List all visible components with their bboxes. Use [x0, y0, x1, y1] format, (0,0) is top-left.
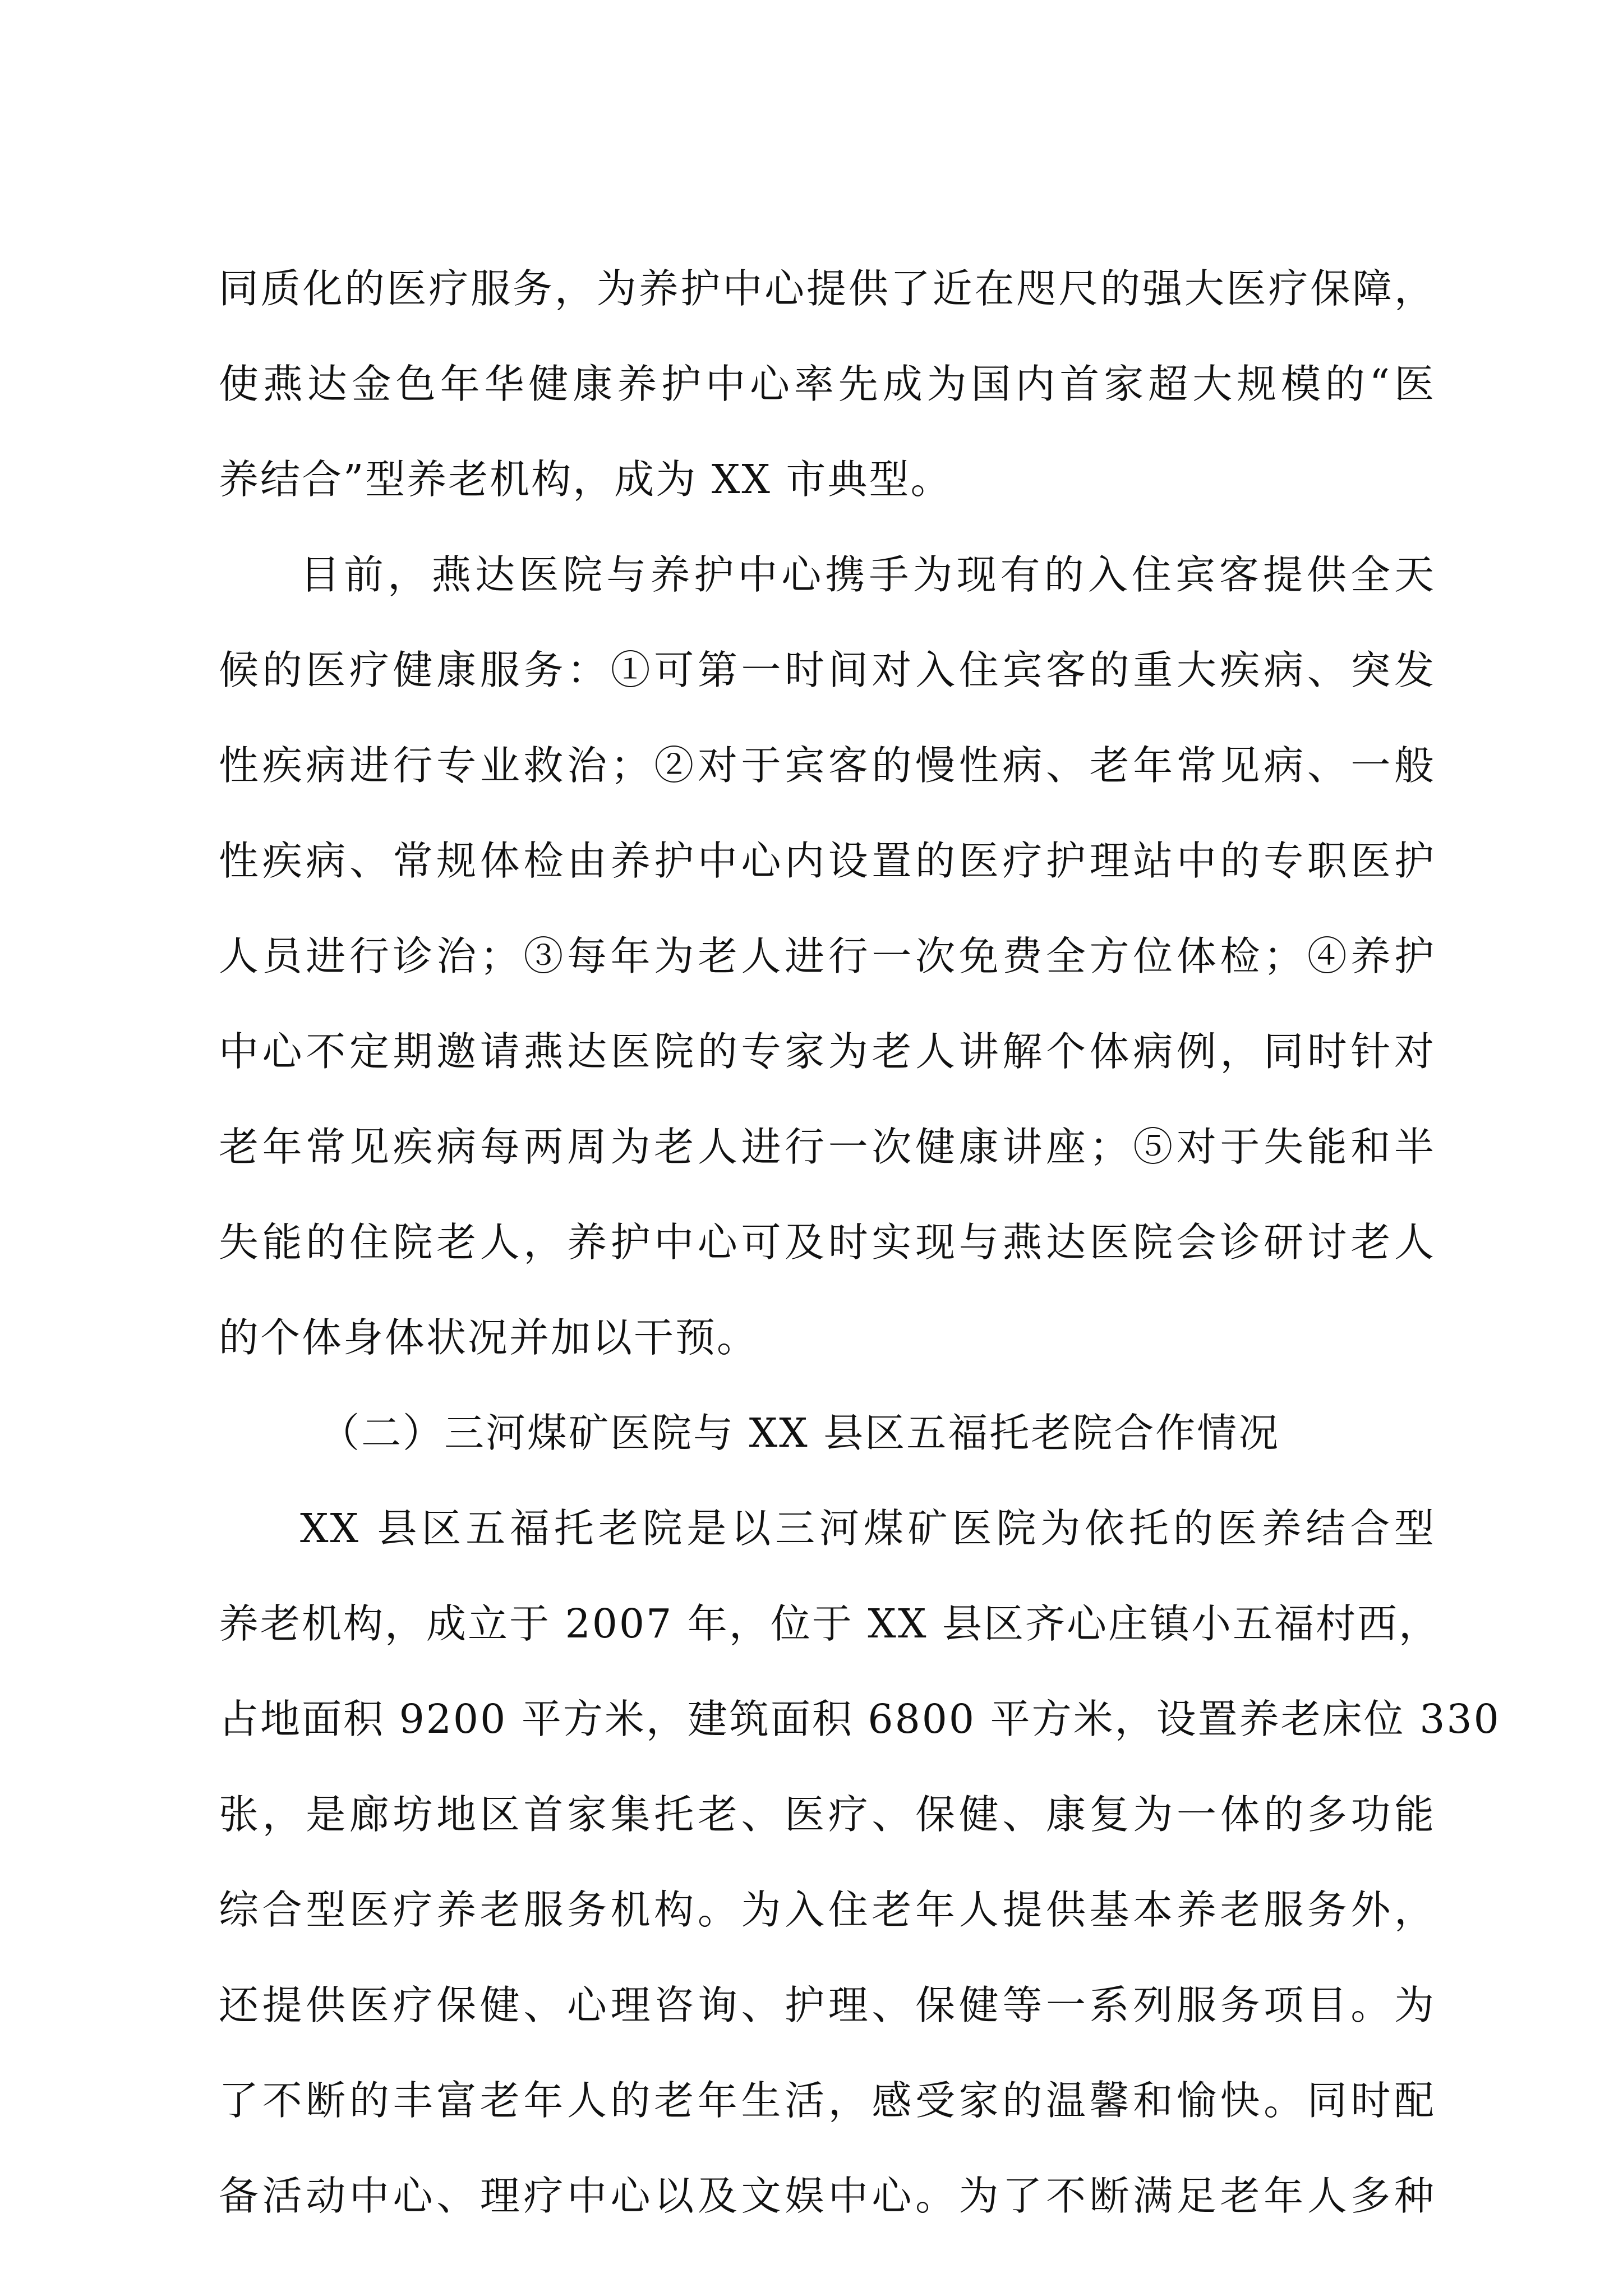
body-text-line: 养老机构，成立于 2007 年，位于 XX 县区齐心庄镇小五福村西，	[219, 1600, 1441, 1647]
body-text-line: 还提供医疗保健、心理咨询、护理、保健等一系列服务项目。为	[219, 1982, 1436, 2028]
body-text-line: 人员进行诊治；③每年为老人进行一次免费全方位体检；④养护	[219, 933, 1436, 979]
body-text-line: 占地面积 9200 平方米，建筑面积 6800 平方米，设置养老床位 330	[219, 1696, 1501, 1742]
body-text-line: 老年常见疾病每两周为老人进行一次健康讲座；⑤对于失能和半	[219, 1124, 1436, 1170]
body-text-line: 性疾病、常规体检由养护中心内设置的医疗护理站中的专职医护	[219, 838, 1436, 884]
body-text-line: 了不断的丰富老年人的老年生活，感受家的温馨和愉快。同时配	[219, 2077, 1436, 2124]
body-text-line: 养结合”型养老机构，成为 XX 市典型。	[219, 456, 952, 503]
body-text-line: 综合型医疗养老服务机构。为入住老年人提供基本养老服务外，	[219, 1887, 1436, 1933]
body-text-line: 失能的住院老人，养护中心可及时实现与燕达医院会诊研讨老人	[219, 1219, 1436, 1266]
body-text-line: 性疾病进行专业救治；②对于宾客的慢性病、老年常见病、一般	[219, 742, 1436, 789]
body-text-line: 中心不定期邀请燕达医院的专家为老人讲解个体病例，同时针对	[219, 1028, 1436, 1075]
body-text-line: 张，是廊坊地区首家集托老、医疗、保健、康复为一体的多功能	[219, 1791, 1436, 1838]
body-text-line: 使燕达金色年华健康养护中心率先成为国内首家超大规模的“医	[219, 361, 1436, 407]
body-text-line: 同质化的医疗服务，为养护中心提供了近在咫尺的强大医疗保障，	[219, 265, 1436, 312]
section-heading: （二）三河煤矿医院与 XX 县区五福托老院合作情况	[320, 1410, 1280, 1456]
body-text-line: 候的医疗健康服务：①可第一时间对入住宾客的重大疾病、突发	[219, 647, 1436, 693]
body-text-line: 备活动中心、理疗中心以及文娱中心。为了不断满足老年人多种	[219, 2173, 1436, 2219]
body-text-line: 目前，燕达医院与养护中心携手为现有的入住宾客提供全天	[300, 551, 1436, 598]
body-text-line: XX 县区五福托老院是以三河煤矿医院为依托的医养结合型	[300, 1505, 1436, 1552]
body-text-line: 的个体身体状况并加以干预。	[219, 1314, 759, 1361]
